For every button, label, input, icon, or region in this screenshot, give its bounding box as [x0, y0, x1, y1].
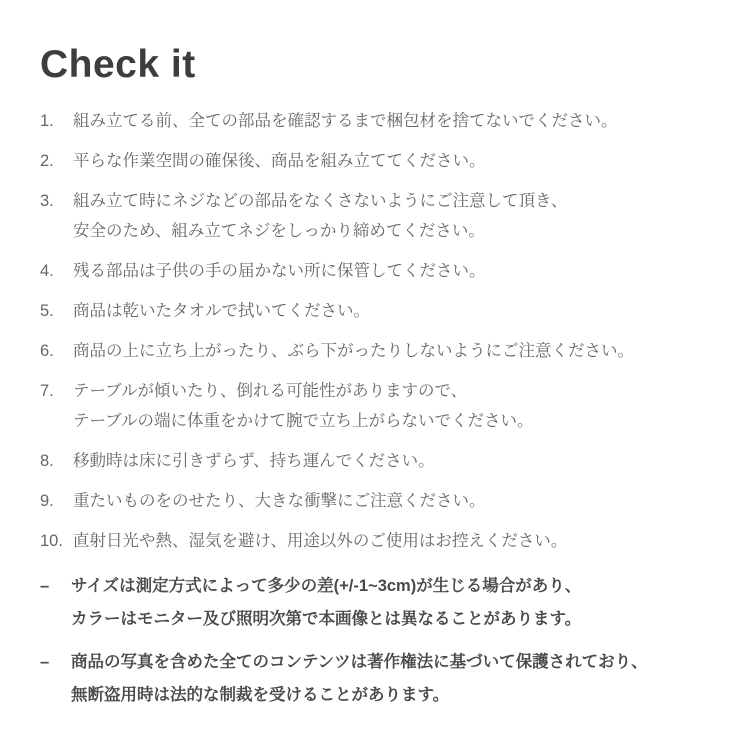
item-number: 2. — [40, 152, 54, 170]
list-item — [40, 526, 714, 556]
dash-bullet: – — [40, 577, 50, 595]
list-item — [40, 376, 714, 436]
item-text: 商品は乾いたタオルで拭いてください。 — [73, 302, 370, 320]
item-number: 9. — [40, 492, 54, 510]
item-text: テーブルの端に体重をかけて腕で立ち上がらないでください。 — [73, 412, 534, 430]
notes-list — [40, 570, 714, 712]
item-number: 5. — [40, 302, 54, 320]
item-text: 重たいものをのせたり、大きな衝撃にご注意ください。 — [73, 492, 486, 510]
instruction-list — [40, 106, 714, 556]
list-item — [40, 146, 714, 176]
dash-bullet: – — [40, 653, 50, 671]
item-number: 4. — [40, 262, 54, 280]
note-item — [40, 570, 714, 636]
item-number: 3. — [40, 192, 54, 210]
item-text: 残る部品は子供の手の届かない所に保管してください。 — [73, 262, 486, 280]
item-number: 7. — [40, 382, 54, 400]
list-item — [40, 296, 714, 326]
item-text: 移動時は床に引きずらず、持ち運んでください。 — [73, 452, 435, 470]
item-text: 直射日光や熱、湿気を避け、用途以外のご使用はお控えください。 — [73, 532, 568, 550]
item-number: 1. — [40, 112, 54, 130]
list-item — [40, 446, 714, 476]
item-number: 8. — [40, 452, 54, 470]
note-text: 商品の写真を含めた全てのコンテンツは著作権法に基づいて保護されており、 — [71, 653, 648, 671]
note-item — [40, 646, 714, 712]
item-text: 商品の上に立ち上がったり、ぶら下がったりしないようにご注意ください。 — [73, 342, 634, 360]
note-text: 無断盗用時は法的な制裁を受けることがあります。 — [71, 686, 450, 704]
note-text: カラーはモニター及び照明次第で本画像とは異なることがあります。 — [71, 610, 582, 628]
item-number: 10. — [40, 532, 63, 550]
item-number: 6. — [40, 342, 54, 360]
item-text: 平らな作業空間の確保後、商品を組み立ててください。 — [73, 152, 486, 170]
list-item — [40, 186, 714, 246]
page-title: Check it — [40, 43, 196, 86]
list-item — [40, 256, 714, 286]
list-item — [40, 336, 714, 366]
note-text: サイズは測定方式によって多少の差(+/-1~3cm)が生じる場合があり、 — [71, 577, 582, 595]
item-text: テーブルが傾いたり、倒れる可能性がありますので、 — [73, 382, 468, 400]
item-text: 組み立て時にネジなどの部品をなくさないようにご注意して頂き、 — [73, 192, 568, 210]
list-item — [40, 106, 714, 136]
item-text: 組み立てる前、全ての部品を確認するまで梱包材を捨てないでください。 — [73, 112, 618, 130]
item-text: 安全のため、組み立てネジをしっかり締めてください。 — [73, 222, 485, 240]
list-item — [40, 486, 714, 516]
